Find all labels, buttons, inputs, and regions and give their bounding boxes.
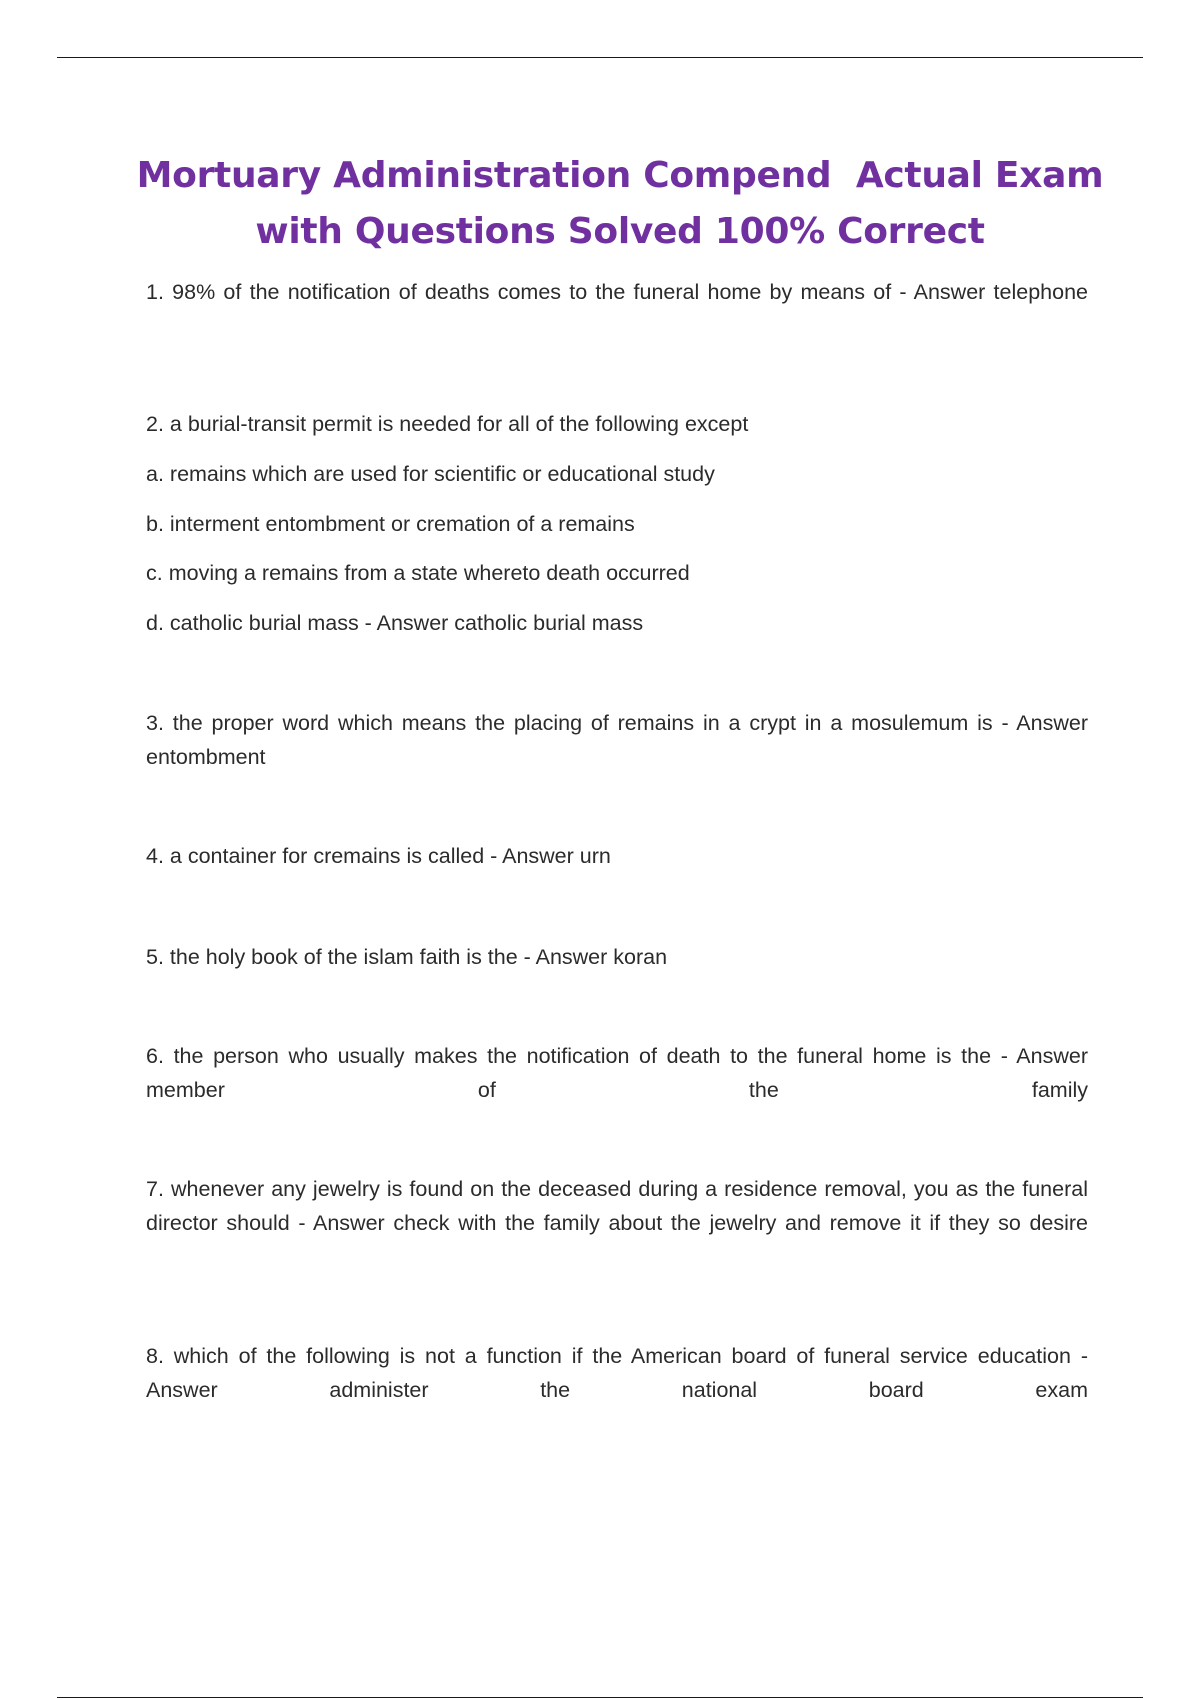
- question-4: 4. a container for cremains is called - Answer urn: [146, 844, 611, 868]
- question-2-option-a: a. remains which are used for scientific or educational study: [146, 462, 715, 486]
- question-2-option-b: b. interment entombment or cremation of a remains: [146, 512, 635, 536]
- question-8: 8. which of the following is not a function if the American board of funeral service education - Answer administer the national board exam: [146, 1344, 1088, 1402]
- question-2-option-d: d. catholic burial mass - Answer catholic burial mass: [146, 611, 644, 635]
- question-5: 5. the holy book of the islam faith is the - Answer koran: [146, 945, 668, 969]
- question-2-option-c: c. moving a remains from a state whereto death occurred: [146, 561, 690, 585]
- question-3: 3. the proper word which means the placing of remains in a crypt in a mosulemum is - Answer entombment: [146, 711, 1088, 769]
- question-7: 7. whenever any jewelry is found on the deceased during a residence removal, you as the funeral director should - Answer check with the family about the jewelry and remove it if they so desire: [146, 1177, 1088, 1235]
- question-1: 1. 98% of the notification of deaths comes to the funeral home by means of - Answer telephone: [146, 280, 1088, 304]
- document-title: [100, 148, 1140, 260]
- footer-rule: [57, 1697, 1143, 1698]
- title-line-1: Mortuary Administration Compend Actual Exam: [136, 155, 1104, 196]
- question-6: 6. the person who usually makes the notification of death to the funeral home is the - Answer member of the family: [146, 1044, 1088, 1102]
- question-2: 2. a burial-transit permit is needed for all of the following except: [146, 412, 749, 436]
- header-rule: [57, 57, 1143, 58]
- title-line-2: with Questions Solved 100% Correct: [255, 211, 985, 252]
